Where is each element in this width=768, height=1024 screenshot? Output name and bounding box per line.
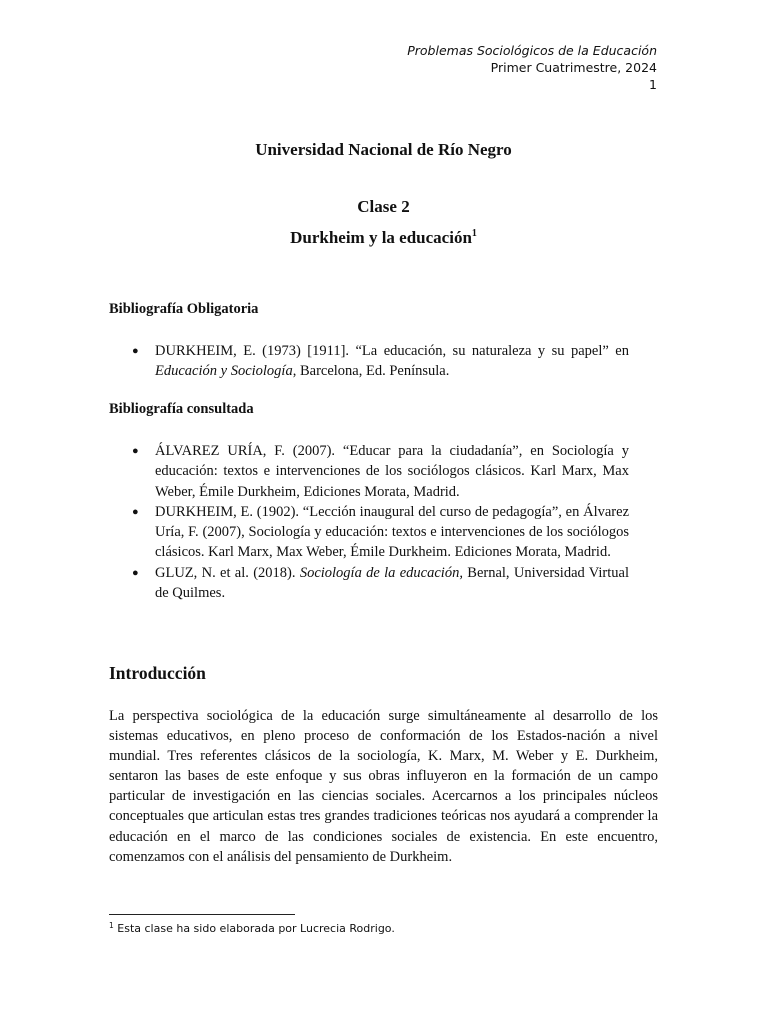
bib-text-after: Bernal, Universidad Virtual de Quilmes. [155, 564, 630, 602]
bib-text: DURKHEIM, E. (1973) [1911]. “La educación, su naturaleza y su papel” en [155, 343, 629, 359]
bibliografia-consultada-list [109, 441, 629, 603]
bib-title: Sociología de la educación, [299, 564, 463, 581]
footnote-text: Esta clase ha sido elaborada por Lucrecia Rodrigo. [113, 922, 395, 935]
term: Primer Cuatrimestre, 2024 [490, 60, 657, 75]
bib-text: ÁLVAREZ URÍA, F. (2007). “Educar para la ciudadanía”, en Sociología y educación: textos e intervenciones de los sociólogos clásicos. Karl Marx, Max Weber, Émile Durkheim, Ediciones Morata, Madrid. [155, 443, 629, 500]
class-subtitle [109, 228, 658, 248]
bullet-icon: ● [132, 445, 139, 457]
bullet-icon: ● [132, 505, 139, 518]
bib-item [109, 502, 629, 563]
course-title: Problemas Sociológicos de la Educación [407, 43, 657, 58]
introduccion-paragraph: La perspectiva sociológica de la educación surge simultáneamente al desarrollo de los sistemas educativos, en pleno proceso de conformación de los Estados-nación a nivel mundial. Tres referentes clásicos de la sociología, K. Marx, M. Weber y E. Durkheim, sentaron las bases de este enfoque y sus obras influyeron en la formación de un campo particular de investigación en las ciencias sociales. Acercarnos a los principales núcleos conceptuales que articulan estas tres grandes tradiciones teóricas nos ayudará a comprender la educación en el marco de las condiciones sociales de existencia. En este encuentro, comenzamos con el análisis del pensamiento de Durkheim. [109, 708, 658, 865]
bib-text: GLUZ, N. et al. (2018). [155, 564, 300, 581]
bib-item [109, 341, 629, 382]
footnote-divider [109, 914, 295, 915]
bib-item [109, 441, 629, 502]
bibliografia-obligatoria-list [109, 341, 629, 382]
bullet-icon: ● [132, 566, 139, 579]
bibliografia-obligatoria-heading: Bibliografía Obligatoria [109, 301, 259, 317]
footnote-marker: 1 [109, 921, 114, 930]
bib-text-after: , Barcelona, Ed. Península. [292, 363, 450, 380]
introduccion-heading: Introducción [109, 663, 206, 683]
bib-item [109, 563, 629, 604]
running-header [407, 42, 657, 93]
university-title: Universidad Nacional de Río Negro [255, 140, 512, 159]
bibliografia-consultada-heading: Bibliografía consultada [109, 401, 254, 417]
footnote [109, 921, 395, 937]
bib-text: DURKHEIM, E. (1902). “Lección inaugural del curso de pedagogía”, en Álvarez Uría, F. (2007), Sociología y educación: textos e intervenciones de los sociólogos clásicos. Karl Marx, Max Weber, Émile Durkheim. Ediciones Morata, Madrid. [155, 503, 629, 561]
subtitle-text: Durkheim y la educación [290, 228, 472, 247]
bib-title: Educación y Sociología [155, 363, 293, 380]
footnote-ref[interactable]: 1 [471, 228, 477, 239]
bullet-icon: ● [132, 345, 139, 357]
class-label: Clase 2 [357, 197, 410, 216]
page-number: 1 [649, 77, 657, 92]
